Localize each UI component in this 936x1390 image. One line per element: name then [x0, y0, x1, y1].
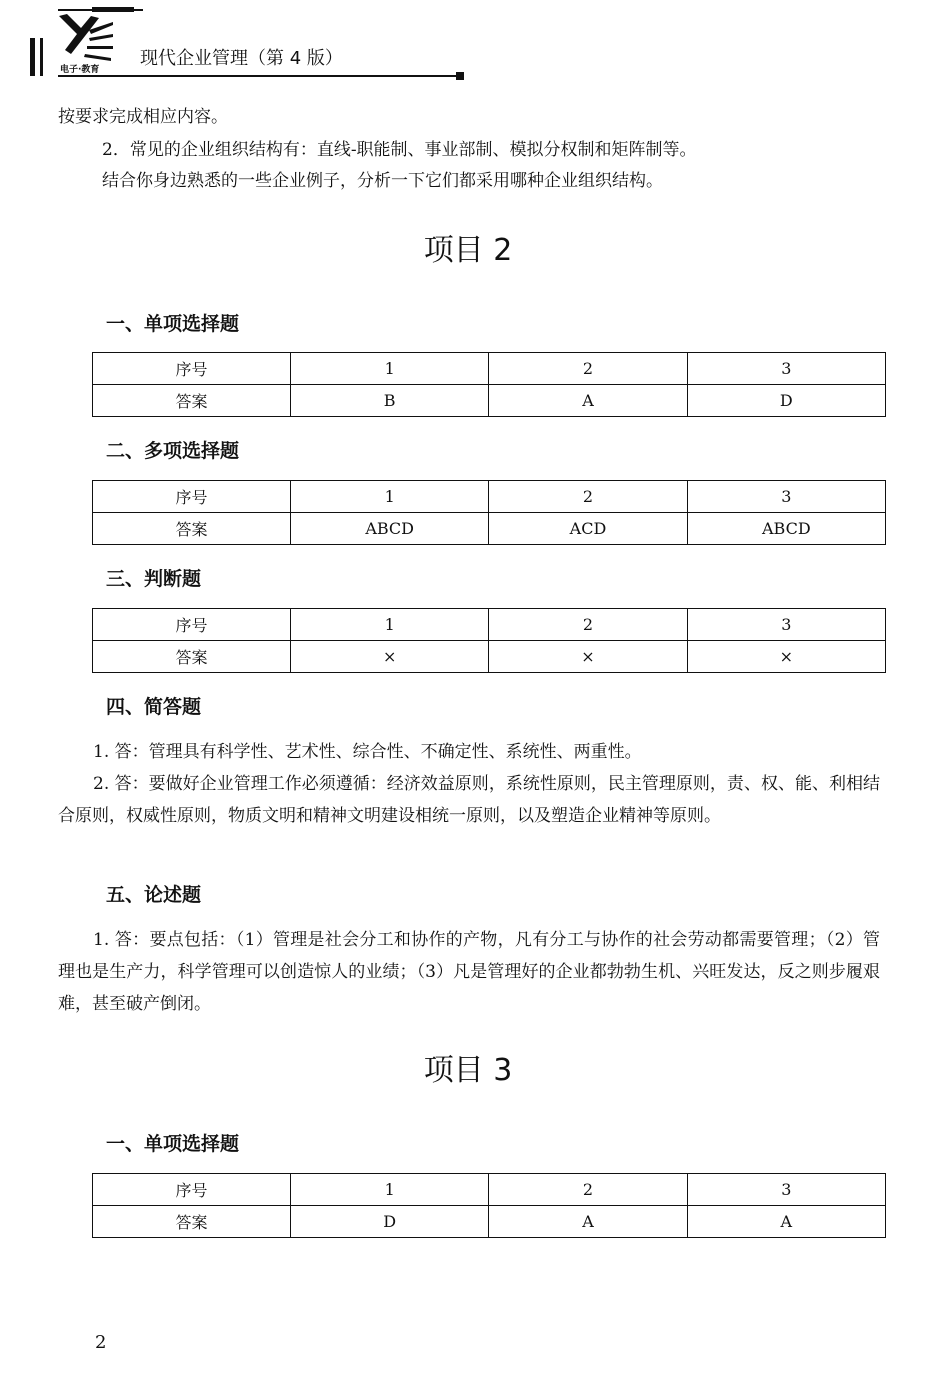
table-cell: ×	[489, 641, 687, 673]
table-cell: 3	[687, 353, 885, 385]
table-cell: ABCD	[291, 513, 489, 545]
table-cell: D	[687, 385, 885, 417]
table-cell: 2	[489, 609, 687, 641]
header-bar	[30, 38, 35, 76]
answer-paragraph: 1. 答：管理具有科学性、艺术性、综合性、不确定性、系统性、两重性。	[93, 742, 642, 762]
table-cell: 1	[291, 609, 489, 641]
page-header	[0, 0, 936, 90]
answer-paragraph: 2. 答：要做好企业管理工作必须遵循：经济效益原则，系统性原则，民主管理原则，责、权、能、利相结合原则，权威性原则，物质文明和精神文明建设相统一原则，以及塑造企业精神等原则。	[58, 774, 880, 826]
book-title: 现代企业管理（第 4 版）	[140, 48, 343, 69]
section-title: 二、多项选择题	[106, 440, 240, 462]
table-cell: 答案	[93, 1206, 291, 1238]
section-title: 三、判断题	[106, 568, 202, 590]
table-row	[93, 353, 886, 385]
table-cell: ×	[291, 641, 489, 673]
intro-line: 2．常见的企业组织结构有：直线-职能制、事业部制、模拟分权制和矩阵制等。	[102, 140, 697, 160]
table-row	[93, 1174, 886, 1206]
table-cell: A	[489, 1206, 687, 1238]
section-title: 一、单项选择题	[106, 313, 240, 335]
answer-paragraph: 1. 答：要点包括：（1）管理是社会分工和协作的产物，凡有分工与协作的社会劳动都需要管理；（2）管理也是生产力，科学管理可以创造惊人的业绩；（3）凡是管理好的企业都勃勃生机、兴旺发达，反之则步履艰难，甚至破产倒闭。	[58, 930, 880, 1014]
table-cell: B	[291, 385, 489, 417]
answer-table	[92, 1173, 886, 1238]
answer-table	[92, 480, 886, 545]
table-cell: 2	[489, 481, 687, 513]
table-cell: A	[687, 1206, 885, 1238]
table-cell: 答案	[93, 385, 291, 417]
table-cell: 2	[489, 1174, 687, 1206]
table-cell: 3	[687, 1174, 885, 1206]
section-title: 四、简答题	[106, 696, 202, 718]
table-cell: 2	[489, 353, 687, 385]
project-title: 项目 2	[423, 233, 513, 268]
table-cell: D	[291, 1206, 489, 1238]
table-row	[93, 481, 886, 513]
table-cell: 序号	[93, 1174, 291, 1206]
page-number: 2	[95, 1332, 107, 1353]
table-row	[93, 1206, 886, 1238]
table-cell: ×	[687, 641, 885, 673]
table-cell: 1	[291, 1174, 489, 1206]
table-cell: 答案	[93, 641, 291, 673]
intro-line: 结合你身边熟悉的一些企业例子，分析一下它们都采用哪种企业组织结构。	[102, 171, 663, 191]
table-row	[93, 385, 886, 417]
table-cell: 答案	[93, 513, 291, 545]
table-cell: A	[489, 385, 687, 417]
intro-line: 按要求完成相应内容。	[58, 107, 228, 127]
header-bar	[40, 38, 43, 76]
table-cell: 序号	[93, 609, 291, 641]
table-cell: 1	[291, 481, 489, 513]
table-cell: ACD	[489, 513, 687, 545]
publisher-logo-icon	[55, 12, 115, 62]
table-cell: 3	[687, 481, 885, 513]
table-row	[93, 513, 886, 545]
answer-table	[92, 352, 886, 417]
project-title: 项目 3	[423, 1053, 513, 1088]
table-cell: 序号	[93, 481, 291, 513]
header-rule-bottom	[58, 75, 464, 77]
table-cell: 1	[291, 353, 489, 385]
table-cell: 序号	[93, 353, 291, 385]
table-row	[93, 641, 886, 673]
section-title: 五、论述题	[106, 884, 202, 906]
table-cell: ABCD	[687, 513, 885, 545]
table-cell: 3	[687, 609, 885, 641]
header-rule-end-mark	[456, 72, 464, 80]
section-title: 一、单项选择题	[106, 1133, 240, 1155]
logo-text: 电子·教育	[60, 65, 100, 75]
table-row	[93, 609, 886, 641]
answer-table	[92, 608, 886, 673]
